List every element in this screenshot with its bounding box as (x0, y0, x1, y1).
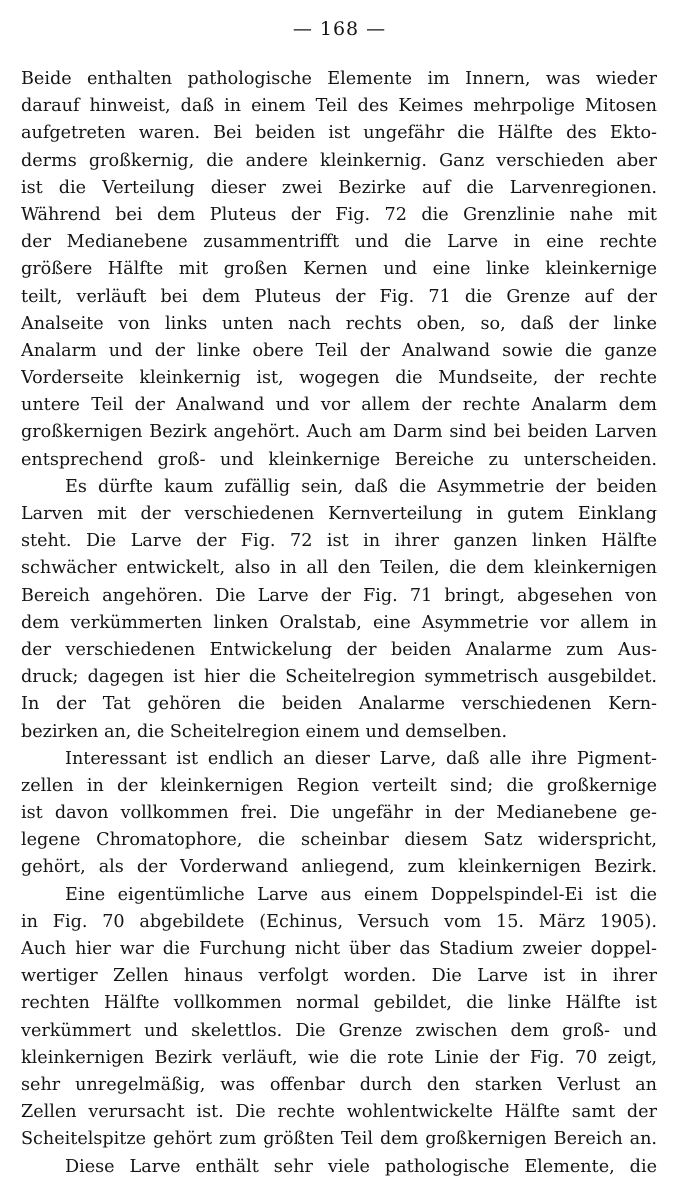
text-line: Interessant ist endlich an dieser Larve, daß alle ihre Pigment- (65, 748, 657, 769)
text-line: Bereich angehören. Die Larve der Fig. 71 bringt, abgesehen von (21, 585, 657, 606)
text-line: Larven mit der verschiedenen Kernverteilung in gutem Einklang (21, 504, 657, 524)
text-line: Analarm und der linke obere Teil der Analwand sowie die ganze (21, 340, 657, 361)
text-line: verkümmert und skelettlos. Die Grenze zwischen dem groß- und (21, 1020, 657, 1041)
body-text (21, 66, 657, 1181)
text-line: In der Tat gehören die beiden Analarme verschiedenen Kern- (21, 694, 657, 715)
text-line: wertiger Zellen hinaus verfolgt worden. Die Larve ist in ihrer (21, 966, 657, 987)
text-line: Beide enthalten pathologische Elemente im Innern, was wieder (21, 69, 657, 89)
text-line: untere Teil der Analwand und vor allem der rechte Analarm dem (21, 395, 657, 416)
text-line: Eine eigentümliche Larve aus einem Doppelspindel-Ei ist die (65, 884, 657, 905)
text-line: teilt, verläuft bei dem Pluteus der Fig. 71 die Grenze auf der (21, 286, 657, 307)
text-line: aufgetreten waren. Bei beiden ist ungefähr die Hälfte des Ekto- (21, 123, 657, 144)
text-line: Vorderseite kleinkernig ist, wogegen die Mundseite, der rechte (21, 368, 657, 389)
text-line: druck; dagegen ist hier die Scheitelregion symmetrisch ausgebildet. (21, 667, 657, 688)
text-line: großkernigen Bezirk angehört. Auch am Darm sind bei beiden Larven (21, 422, 657, 443)
text-line: darauf hinweist, daß in einem Teil des Keimes mehrpolige Mitosen (21, 96, 657, 117)
text-line: der Medianebene zusammentrifft und die Larve in eine rechte (21, 232, 657, 253)
text-line: in Fig. 70 abgebildete (Echinus, Versuch vom 15. März 1905). (21, 911, 657, 932)
text-line: ist davon vollkommen frei. Die ungefähr in der Medianebene ge- (21, 803, 657, 824)
text-line: Auch hier war die Furchung nicht über das Stadium zweier doppel- (21, 939, 657, 959)
text-line: entsprechend groß- und kleinkernige Bereiche zu unterscheiden. (21, 449, 657, 470)
text-line: Es dürfte kaum zufällig sein, daß die Asymmetrie der beiden (65, 476, 657, 497)
text-line: dem verkümmerten linken Oralstab, eine Asymmetrie vor allem in (21, 612, 657, 633)
text-line: bezirken an, die Scheitelregion einem und demselben. (21, 721, 508, 742)
text-line: schwächer entwickelt, also in all den Teilen, die dem kleinkernigen (21, 558, 657, 579)
text-line: größere Hälfte mit großen Kernen und eine linke kleinkernige (21, 259, 657, 280)
text-line: Scheitelspitze gehört zum größten Teil dem großkernigen Bereich an. (21, 1129, 657, 1150)
text-line: Analseite von links unten nach rechts oben, so, daß der linke (21, 313, 657, 334)
text-line: Diese Larve enthält sehr viele pathologische Elemente, die (65, 1156, 657, 1177)
text-line: zellen in der kleinkernigen Region verteilt sind; die großkernige (21, 775, 657, 796)
text-line: Während bei dem Pluteus der Fig. 72 die Grenzlinie nahe mit (21, 204, 657, 225)
text-line: derms großkernig, die andere kleinkernig. Ganz verschieden aber (21, 150, 657, 171)
text-line: kleinkernigen Bezirk verläuft, wie die rote Linie der Fig. 70 zeigt, (21, 1047, 657, 1068)
text-line: ist die Verteilung dieser zwei Bezirke auf die Larvenregionen. (21, 177, 657, 198)
text-line: steht. Die Larve der Fig. 72 ist in ihrer ganzen linken Hälfte (21, 531, 657, 552)
text-line: legene Chromatophore, die scheinbar diesem Satz widerspricht, (21, 830, 657, 851)
text-line: sehr unregelmäßig, was offenbar durch den starken Verlust an (21, 1074, 657, 1095)
text-line: Zellen verursacht ist. Die rechte wohlentwickelte Hälfte samt der (21, 1102, 657, 1123)
text-line: rechten Hälfte vollkommen normal gebildet, die linke Hälfte ist (21, 993, 657, 1014)
text-line: der verschiedenen Entwickelung der beiden Analarme zum Aus- (21, 639, 657, 660)
page-number: — 168 — (292, 18, 387, 40)
text-line: gehört, als der Vorderwand anliegend, zum kleinkernigen Bezirk. (21, 857, 657, 878)
